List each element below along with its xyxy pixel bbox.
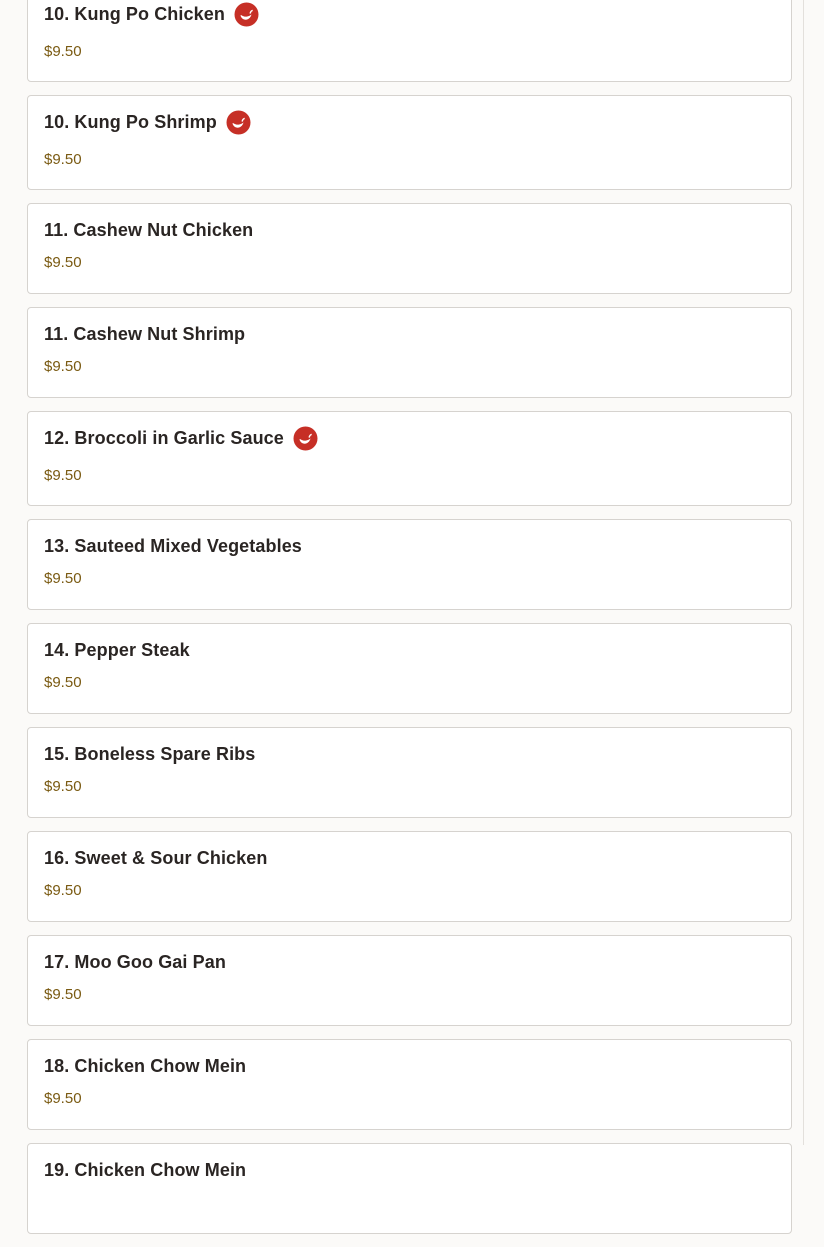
menu-item-title-row [44,217,775,243]
menu-item-title-row [44,425,775,451]
menu-item-list [27,0,792,1247]
menu-item-card[interactable] [27,831,792,922]
menu-item-card[interactable] [27,727,792,818]
menu-item-title-row [44,1,775,27]
menu-item-title-row [44,741,775,767]
menu-item-price: $9.50 [44,986,82,1003]
menu-item-card[interactable] [27,95,792,190]
menu-item-name: 10. Kung Po Chicken [44,3,225,24]
menu-item-name: 10. Kung Po Shrimp [44,111,217,132]
menu-item-name: 18. Chicken Chow Mein [44,1055,247,1076]
chili-pepper-icon [226,110,251,135]
menu-item-price: $9.50 [44,43,82,60]
menu-item-title-row [44,637,775,663]
menu-item-title-row [44,1053,775,1079]
menu-item-name: 15. Boneless Spare Ribs [44,743,256,764]
menu-item-card[interactable] [27,623,792,714]
menu-item-name: 11. Cashew Nut Shrimp [44,323,246,344]
menu-item-title-row [44,1157,775,1183]
menu-item-price: $9.50 [44,778,82,795]
menu-item-card[interactable] [27,935,792,1026]
menu-item-card[interactable] [27,307,792,398]
menu-item-price: $9.50 [44,674,82,691]
menu-item-card[interactable] [27,1143,792,1234]
menu-item-price: $9.50 [44,467,82,484]
menu-item-card[interactable] [27,203,792,294]
chili-pepper-icon [234,2,259,27]
menu-item-name: 17. Moo Goo Gai Pan [44,951,226,972]
menu-item-name: 12. Broccoli in Garlic Sauce [44,427,284,448]
menu-item-name: 11. Cashew Nut Chicken [44,219,254,240]
menu-item-title-row [44,109,775,135]
menu-item-name: 16. Sweet & Sour Chicken [44,847,268,868]
menu-item-price: $9.50 [44,882,82,899]
menu-item-price: $9.50 [44,1090,82,1107]
menu-item-price: $9.50 [44,254,82,271]
menu-item-title-row [44,845,775,871]
page-edge-divider [803,0,804,1145]
menu-item-name: 13. Sauteed Mixed Vegetables [44,535,302,556]
menu-item-card[interactable] [27,0,792,82]
menu-item-title-row [44,321,775,347]
menu-item-title-row [44,949,775,975]
chili-pepper-icon [293,426,318,451]
menu-item-card[interactable] [27,519,792,610]
menu-item-name: 19. Chicken Chow Mein [44,1159,247,1180]
menu-item-name: 14. Pepper Steak [44,639,190,660]
menu-item-price: $9.50 [44,570,82,587]
menu-item-card[interactable] [27,411,792,506]
menu-item-price: $9.50 [44,358,82,375]
menu-item-price: $9.50 [44,151,82,168]
menu-item-card[interactable] [27,1039,792,1130]
menu-item-title-row [44,533,775,559]
